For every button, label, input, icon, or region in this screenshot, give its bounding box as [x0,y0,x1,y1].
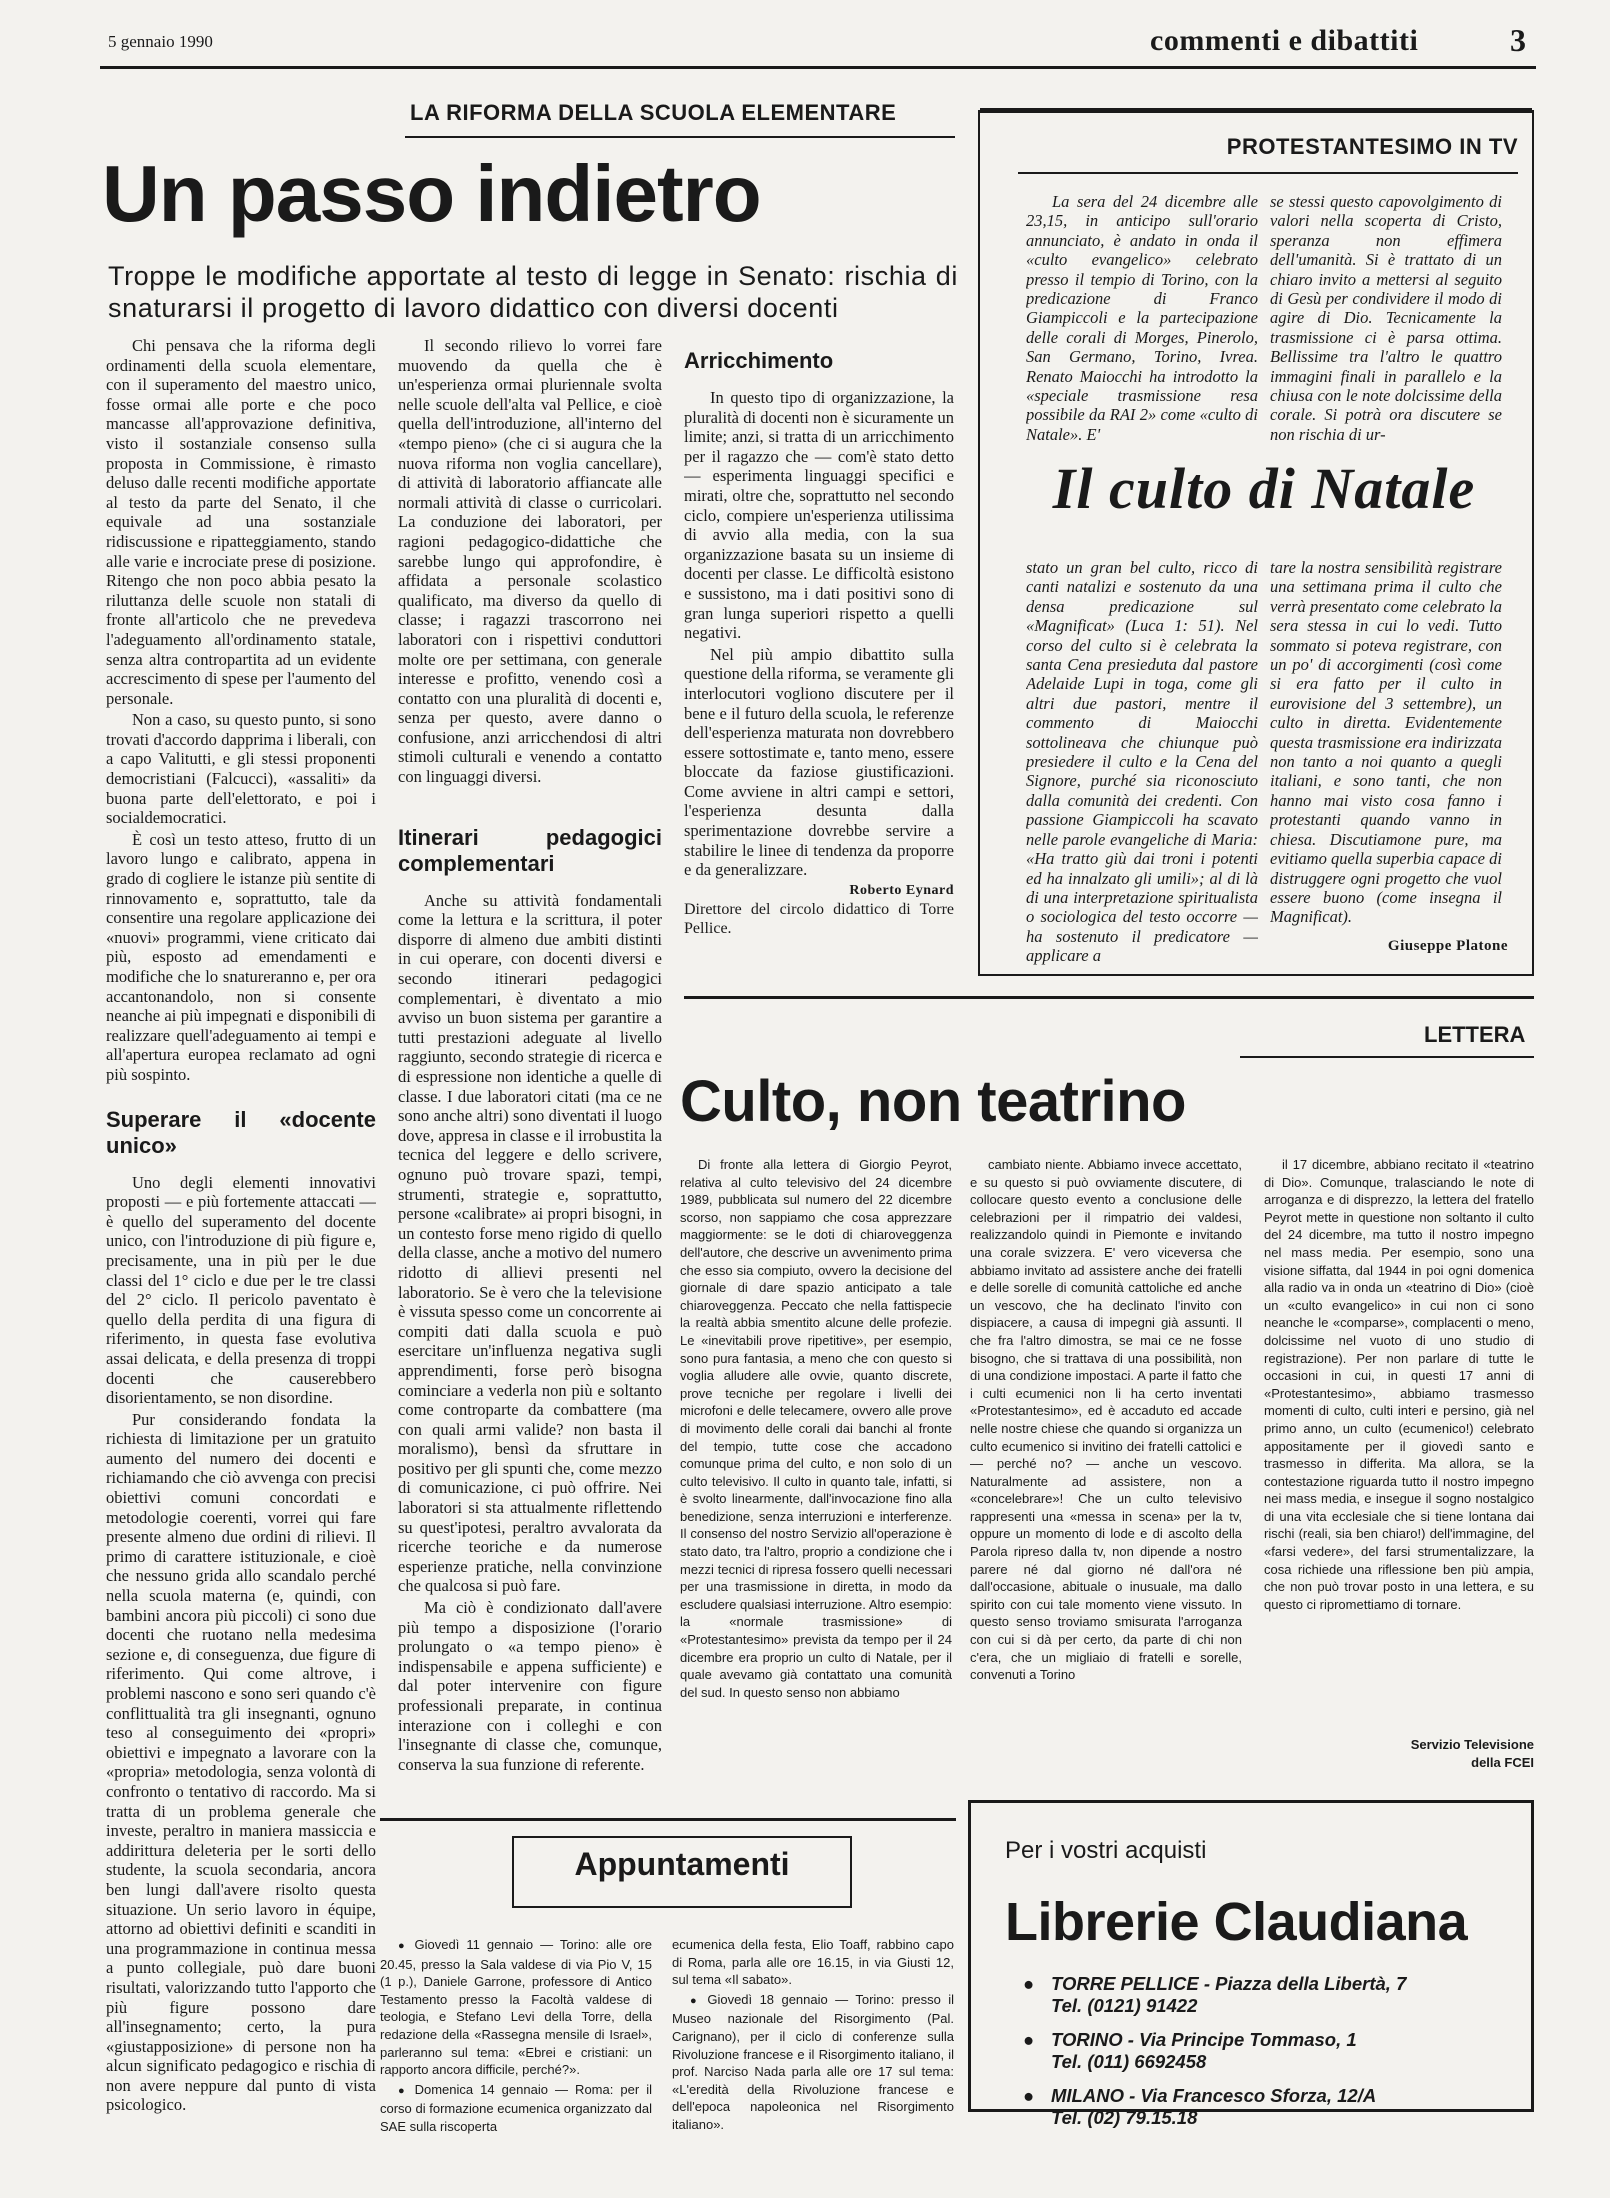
tv-box-kicker: PROTESTANTESIMO IN TV [1226,134,1518,159]
tv-box [978,110,1534,976]
appointment-text: Giovedì 18 gennaio — Torino: presso il Museo nazionale del Risorgimento (Pal. Carignano), per il ciclo di conferenze sulla Rivoluzione francese e il Risorgimento italiano, il prof. Narciso Nada parla alle ore 17 sul tema: «L'eredità della Rivoluzione francese e dell'epoca napoleonica nel Risorgimento italiano». [672,1991,954,2132]
paragraph: Anche su attività fondamentali come la lettura e la scrittura, il poter disporre di almeno due ambiti distinti in cui operare, con docenti diversi e secondo itinerari pedagogici complementari, è diventato a mio avviso un buon sistema per garantire a tutti prestazioni adeguate al livello raggiunto, secondo strategie di ricerca e di espressione non identiche a quelle di classe. I due laboratori citati (ma ce ne sono anche altri) sono diventati il luogo dove, appresa in classe e il irrobustita la tecnica del leggere e dello scrivere, ognuno può trovare spazi, tempi, strumenti, strategie e, soprattutto, persone «calibrate» ai propri bisogni, in un contesto forse meno rigido di quello della classe, anche a motivo del numero ridotto di allievi presenti nel laboratorio. Se è vero che la televisione è vissuta spesso come un concorrente ai compiti dati dalla scuola e può esercitare un'influenza negativa sugli apprendimenti, forse però bisogna cominciare a vederla non più e soltanto come controparte da combattere (ma con quali armi valide? non basta il moralismo), bensì da sfruttare in positivo per gli spunti che, come mezzo di comunicazione, ci può offrire. Nei laboratori si sta attualmente riflettendo su quest'ipotesi, peraltro avvalorata da ricerche teoriche e da numerose esperienze pratiche, nella convinzione che qualcosa si può fare. [398,890,662,1596]
ad-store-address: TORINO - Via Principe Tommaso, 1 [1051,2029,1357,2050]
main-article-subtitle: Troppe le modifiche apportate al testo di legge in Senato: rischia di snaturarsi il progetto di lavoro didattico con diversi docenti [108,261,958,323]
appointments-column-2 [672,1936,954,2176]
main-article-column-3 [684,336,954,976]
appointments-column-1 [380,1936,652,2176]
ad-store-item [1023,1973,1521,2017]
paragraph: È così un testo atteso, frutto di un lavoro lungo e calibrato, appena in grado di cogliere le istanze più sentite di rinnovamento e, soprattutto, tale da consentire una regolare applicazione dei «nuovi» programmi, viene criticato dai più, esposto ad emendamenti e modifiche che lo snatureranno e, per ora accantonandolo, non si consente neanche ai più impegnati e disponibili di realizzare quell'adeguamento ai tempi e all'apertura europea reclamato ad ogni più sospinto. [106,829,376,1084]
appointment-text: ecumenica della festa, Elio Toaff, rabbino capo di Roma, parla alle ore 16.15, in via Giusti 12, sul tema «Il sabato». [672,1937,954,1988]
letter-author [1264,1736,1534,1772]
main-article-author: Roberto Eynard [849,882,954,898]
bullet-icon: ● [690,1994,708,2007]
letter-column-3: il 17 dicembre, abbiano recitato il «teatrino di Dio». Comunque, tralasciando le note di arroganza e di disprezzo, la lettera del fratello Peyrot mette in questione non soltanto il culto del 24 dicembre, ma tutto il nostro impegno nel mass media. Per esempio, sono una visione siffatta, dal 1944 in poi ogni domenica alla radio va in onda un «teatrino di Dio» (cioè un «culto evangelico» in cui non ci sono neanche le «comparse», complacenti o meno, dolcissime nel vuoto di uno studio di registrazione). Per non parlare di tutte le occasioni in cui, in questi 17 anni di «Protestantesimo», abbiamo trasmesso momenti di culto, culti interi e persino, già nel primo anno, un culto (ecumenico!) celebrato appositamente per il giovedì santo e trasmesso in differita. Ma allora, se la contestazione riguarda tutto il nostro impegno nei mass media, e insegue il sogno nostalgico di una vita ecclesiale che si tiene lontana dai rischi (reali, sia ben chiaro!) dell'immagine, del «farsi vedere», del farsi strumentalizzare, la cosa richiede una riflessione ben più ampia, che non può trovar posto in una lettera, e su questo ci ripromettiamo di tornare. [1264,1157,1534,1612]
paragraph: In questo tipo di organizzazione, la pluralità di docenti non è sicuramente un limite; anzi, si tratta di un arricchimento per il ragazzo che — com'è stato detto — esperimenta linguaggi specifici e mirati, oltre che, soprattutto nel secondo ciclo, compiere un'esperienza utilissima di avvio alla media, con la sua organizzazione basata su un insieme di docenti per classe. Le difficoltà esistono e sussistono, ma i dati positivi sono di gran lunga superiori rispetto a quelli negativi. [684,388,954,643]
letter-column-1: Di fronte alla lettera di Giorgio Peyrot, relativa al culto televisivo del 24 dicembre 1989, pubblicata sul numero del 22 dicembre scorso, non sappiamo che cosa apprezzare maggiormente: se le doti di chiaroveggenza dell'autore, che descrive un avvenimento prima che esso sia compiuto, ovvero la decisione del giornale di dare spazio anticipato a tale chiaroveggenza. Peccato che nella fattispecie la realtà abbia smentito alcune delle profezie. Le «inevitabili prove ripetitive», per esempio, sono pura fantasia, a meno che con questo si voglia alludere alle ovvie, quanto discrete, prove tecniche per regolare i livelli dei microfoni e delle telecamere, ovvero alle prove di movimento delle corali dai banchi al fronte del tempio, tutte cose che accadono comunque prima del culto, e non solo di un culto televisivo. Il culto in quanto tale, infatti, si è svolto linearmente, dall'invocazione fino alla benedizione, senza interruzioni e interferenze. Il consenso del nostro Servizio all'operazione è stato dato, tra l'altro, proprio a condizione che i mezzi tecnici di ripresa fossero quelli necessari per una trasmissione in diretta, in modo da escludere qualsiasi interruzione. Altro esempio: la «normale trasmissione» di «Protestantesimo» prevista da tempo per il 24 dicembre era proprio un culto di Natale, per il quale avevamo già contattato una comunità del sud. In questo senso non abbiamo [680,1157,952,1700]
ad-store-phone: Tel. (02) 79.15.18 [1051,2107,1198,2128]
ad-store-phone: Tel. (0121) 91422 [1051,1995,1198,2016]
appointment-item [672,1936,954,1989]
kicker-rule [405,136,955,138]
tv-box-column-right-top: se stessi questo capovolgimento di valori nella scoperta di Cristo, speranza non effimera dell'umanità. Si è trattato di un chiaro invito a mettersi al seguito di Gesù per condividere il modo di agire di Dio. Tecnicamente la trasmissione ci è parsa ottima. Bellissime tra l'altro le quattro immagini finali in parallelo e la chiusa con le note dolcissime della corale. Si potrà ora discutere se non rischia di ur- [1270,192,1502,444]
main-article-title: Un passo indietro [102,149,761,238]
main-article-kicker: LA RIFORMA DELLA SCUOLA ELEMENTARE [410,100,897,125]
bullet-icon: ● [1023,2085,1035,2106]
bullet-icon: ● [1023,1973,1035,1994]
ad-store-address: TORRE PELLICE - Piazza della Libertà, 7 [1051,1973,1407,1994]
tv-box-title: Il culto di Natale [1052,456,1476,521]
paragraph: Chi pensava che la riforma degli ordinamenti della scuola elementare, con il superamento del maestro unico, fosse ormai alle porte e che poco mancasse all'approvazione definitiva, visto il sostanziale consenso sulla proposta in Commissione, è rimasto deluso dalle recenti modifiche apportate al testo da parte del Senato, il che equivale ad una sostanziale ridiscussione e ripatteggiamento, stando alle varie e incrociate prese di posizione. Ritengo che non poco abbia pesato la riluttanza delle scuole non statali di fronte all'articolo che ne prevedeva l'adeguamento all'ordinamento statale, senza altra contropartita ad un evidente accrescimento di spese per l'aumento del personale. [106,336,376,708]
paragraph: Il secondo rilievo lo vorrei fare muovendo da quella che è un'esperienza ormai pluriennale svolta nelle scuole dell'alta val Pellice, e cioè quella dell'introduzione, all'interno del «tempo pieno» (che ci si augura che la nuova riforma non voglia cancellare), di attività di laboratorio affiancate alle normali attività di classe o curricolari. La conduzione dei laboratori, per ragioni pedagogico-didattiche che sarebbe lungo qui approfondire, è affidata a personale scolastico qualificato, ma diverso da quello di classe; i ragazzi trascorrono nei laboratori con i rispettivi conduttori molte ore per settimana, con generale interesse e profitto, venendo così a contatto con una pluralità di docenti e, senza per questo, avere danno o confusione, anzi arricchendosi di altri stimoli culturali e venendo a contatto con linguaggi diversi. [398,336,662,787]
paragraph: Non a caso, su questo punto, si sono trovati d'accordo dapprima i liberali, con a capo Valitutti, e gli stessi proponenti democristiani (Falcucci), «assaliti» da buona parte dell'elettorato, e poi i socialdemocratici. [106,710,376,828]
letter-author-line-2: della FCEI [1471,1755,1534,1770]
paragraph: Nel più ampio dibattito sulla questione della riforma, se veramente gli interlocutori vogliono discutere per il bene e il futuro della scuola, le referenze dell'esperienza maturata non dovrebbero essere sottostimate e, tanto meno, essere bloccate da faziose giustificazioni. Come avviene in altri campi e settori, l'esperienza desunta dalla sperimentazione dovrebbe servire a stabilire le linee di tendenza da proporre e da generalizzare. [684,644,954,880]
ad-store-item [1023,2029,1521,2073]
appointment-text: Giovedì 11 gennaio — Torino: alle ore 20.45, presso la Sala valdese di via Pio V, 15 (1 p.), Daniele Garrone, professore di Antico Testamento presso la Facoltà valdese di teologia, e Stefano Levi della Torre, della redazione della «Rassegna mensile di Israel», parleranno sul tema: «Ebrei e cristiani: un rapporto ancora difficile, perché?». [380,1937,652,2078]
page-date: 5 gennaio 1990 [108,32,213,51]
appointment-item [380,1936,652,2079]
main-article-column-1 [106,336,376,2171]
letter-title: Culto, non teatrino [680,1069,1186,1134]
paragraph: Pur considerando fondata la richiesta di limitazione per un gratuito aumento del numero dei docenti e richiamando che ciò avvenga con precisi obiettivi comuni concordati e metodologie coerenti, vorrei qui fare presente almeno due ordini di rilievi. Il primo di carattere istituzionale, e cioè che nessuno grida allo scandalo perché nella scuola materna (e, quindi, con bambini ancora più piccoli) ci sono due docenti che ruotano nella medesima sezione e, di conseguenza, due figure di riferimento. Qui come altrove, i problemi nascono e sono seri quando c'è conflittualità tra gli insegnanti, ognuno teso al conseguimento dei «propri» obiettivi e impegnato a lavorare con la «propria» metodologia, senza volontà di confronto o tentativo di raccordo. Ma si tratta di un problema generale che investe, peraltro in maniera massiccia e addirittura deleteria per le sorti dello studente, la scuola secondaria, ancora ben lungi dall'avere risolto questa situazione. Un serio lavoro in équipe, attorno ad obiettivi definiti e scanditi in una programmazione in continua messa a punto collegiale, può dare buoni risultati, valorizzando tutto l'apporto che più figure possono dare all'insegnamento; certo, la pura «giustapposizione» di persone non ha alcun significato pedagogico e rischia di non avere neppure dal punto di vista psicologico. [106,1409,376,2115]
ad-store-list [1023,1973,1521,2141]
tv-box-column-left-top: La sera del 24 dicembre alle 23,15, in anticipo sull'orario annunciato, è andato in onda il «culto evangelico» celebrato presso il tempio di Torino, con la predicazione di Franco Giampiccoli e la partecipazione delle corali di Morges, Pinerolo, San Germano, Torino, Ivrea. Renato Maiocchi ha introdotto la «speciale trasmissione resa possibile da RAI 2» come «culto di Natale». E' [1026,192,1258,444]
ad-store-item [1023,2085,1521,2129]
letter-author-line-1: Servizio Televisione [1410,1737,1534,1752]
paragraph: Ma ciò è condizionato dall'avere più tempo a disposizione (l'orario prolungato o «a tempo pieno» è indispensabile e appena sufficiente) e dal poter intervenire con figure professionali preparate, in continua interazione con i colleghi e con l'insegnante di classe che, comunque, conserva la sua funzione di referente. [398,1598,662,1774]
page-number: 3 [1510,22,1526,58]
appointment-text: Domenica 14 gennaio — Roma: per il corso di formazione ecumenica organizzato dal SAE sulla riscoperta [380,2081,652,2134]
section-heading-arricchimento: Arricchimento [684,348,834,373]
section-title: commenti e dibattiti [1150,24,1419,57]
bullet-icon: ● [1023,2029,1035,2050]
appointment-item [380,2081,652,2136]
letter-kicker-rule [1240,1056,1534,1058]
main-article-author-role: Direttore del circolo didattico di Torre Pellice. [684,900,954,937]
ad-brand: Librerie Claudiana [1005,1892,1468,1952]
tv-box-author: Giuseppe Platone [1387,938,1508,954]
tv-box-column-right-bottom: tare la nostra sensibilità registrare una settimana prima il culto che verrà presentato come celebrato la sera stessa in cui lo vedi. Tutto sommato si poteva registrare, con un po' di accorgimenti (così come si era fatto per il culto in eurovisione del 3 settembre), un culto in diretta. Evidentemente questa trasmissione era indirizzata non tanto a noi quanto a quegli italiani, e sono tanti, che non hanno mai visto cosa fanno i protestanti quando vanno in chiesa. Discutiamone pure, ma evitiamo quella superbia capace di distruggere ogni progetto che vuol essere buono (come insegna il Magnificat). [1270,558,1502,927]
ad-store-phone: Tel. (011) 6692458 [1051,2051,1207,2072]
header-rule [100,66,1536,69]
letter-top-rule [684,996,1534,999]
letter-column-2: cambiato niente. Abbiamo invece accettato, e su questo si può ovviamente discutere, di collocare questo evento a conclusione delle celebrazioni per il rimpatrio dei valdesi, realizzandolo quindi in Piemonte e invitando una corale svizzera. E' vero viceversa che abbiamo invitato ad assistere anche dei fratelli e delle sorelle di comunità cattoliche ed anche un vescovo, che ha declinato l'invito con dispiacere, a causa di impegni già assunti. Il che fra l'altro dimostra, se mai ce ne fosse bisogno, che si trattava di una possibilità, non di una condizione impostaci. A parte il fatto che i culti ecumenici non li ha certo inventati «Protestantesimo», ed è accaduto ed accade nelle nostre chiese che quando si organizza un culto ecumenico si invitino dei fratelli cattolici e — perché no? — anche un vescovo. Naturalmente ad assistere, non a «concelebrare»! Che un culto televisivo rappresenti una «messa in scena» per la tv, oppure un momento di lode e di ascolto della Parola ripreso dalla tv, non dipende a nostro parere né dal giorno né dall'ora né dall'occasione, abituale o inusuale, ma dallo spirito con cui tale momento viene vissuto. In questo senso troviamo smisurata l'arroganza con cui si dà per certo, da parte di chi non c'era, che un migliaio di fratelli e sorelle, convenuti a Torino [970,1157,1242,1683]
tv-box-top-rule [980,108,1532,113]
tv-box-column-left-bottom: stato un gran bel culto, ricco di canti natalizi e sostenuto da una densa predicazione sul «Magnificat» (Luca 1: 51). Nel corso del culto si è celebrata la santa Cena presieduta dal pastore Adelaide Lupi in toga, come gli altri due pastori, mentre il commento di Maiocchi sottolineava che chiunque può presiedere il culto e la Cena del Signore, purché sia riconosciuto dalla comunità dei credenti. Con passione Giampiccoli ha scavato nelle parole evangeliche di Maria: «Ha tratto giù dai troni i potenti ed ha innalzato gli umili»; al di là di una interpretazione spiritualista o sociologica del testo occorre — ha sostenuto il predicatore — applicare a [1026,558,1258,966]
tv-box-kicker-rule [1018,172,1518,174]
appointments-title: Appuntamenti [574,1846,790,1882]
section-heading-itinerari: Itinerari pedagogici complementari [398,824,662,876]
claudiana-ad [968,1800,1534,2128]
appointments-top-rule [380,1818,956,1821]
section-heading-docente-unico: Superare il «docente unico» [106,1106,376,1158]
bullet-icon: ● [398,1940,415,1952]
paragraph: Uno degli elementi innovativi proposti — e più fortemente attaccati — è quello del superamento del docente unico, con l'introduzione di più figure e, precisamente, una in più per le due classi del 1° ciclo e due per le tre classi del 2° ciclo. Il pericolo paventato è quello della perdita di una figura di riferimento, in questa fase evolutiva assai delicata, e della presenza di troppi docenti che causerebbero disorientamento, se non disordine. [106,1172,376,1408]
appointment-item [672,1991,954,2134]
letter-kicker: LETTERA [1424,1022,1526,1047]
ad-store-address: MILANO - Via Francesco Sforza, 12/A [1051,2085,1377,2106]
bullet-icon: ● [398,2084,415,2097]
ad-intro: Per i vostri acquisti [1005,1837,1207,1864]
